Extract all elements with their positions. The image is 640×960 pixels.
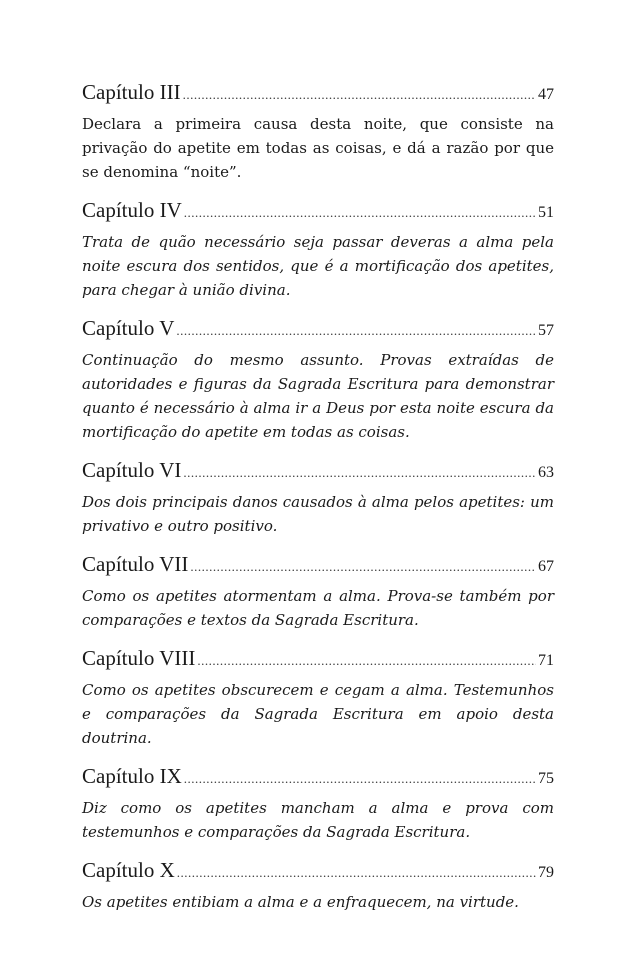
table-of-contents [82, 78, 554, 914]
dot-leader [176, 317, 536, 345]
chapter-title: Capítulo X [82, 858, 175, 882]
chapter-title: Capítulo VIII [82, 646, 196, 670]
chapter-description: Como os apetites obscurecem e cegam a alma. Testemunhos e comparações da Sagrada Escritura em apoio desta doutrina. [82, 681, 554, 747]
toc-entry [82, 550, 554, 632]
page-number: 51 [538, 204, 554, 221]
chapter-heading[interactable] [82, 78, 554, 109]
dot-leader [197, 647, 536, 675]
chapter-description: Continuação do mesmo assunto. Provas extraídas de autoridades e figuras da Sagrada Escritura para demonstrar quanto é necessário à alma ir a Deus por esta noite escura da mortificação do apetite em todas as coisas. [82, 351, 554, 441]
dot-leader [177, 859, 536, 887]
chapter-heading[interactable] [82, 456, 554, 487]
chapter-description: Trata de quão necessário seja passar deveras a alma pela noite escura dos sentidos, que é a mortificação dos apetites, para chegar à união divina. [82, 233, 554, 299]
chapter-description: Dos dois principais danos causados à alma pelos apetites: um privativo e outro positivo. [82, 493, 554, 535]
dot-leader [183, 459, 536, 487]
page-number: 67 [538, 558, 554, 575]
chapter-description: Diz como os apetites mancham a alma e prova com testemunhos e comparações da Sagrada Escritura. [82, 799, 554, 841]
toc-entry [82, 314, 554, 444]
chapter-title: Capítulo III [82, 80, 181, 104]
dot-leader [184, 199, 536, 227]
toc-entry [82, 456, 554, 538]
page-number: 71 [538, 652, 554, 669]
page-number: 63 [538, 464, 554, 481]
chapter-title: Capítulo V [82, 316, 175, 340]
chapter-description: Declara a primeira causa desta noite, que consiste na privação do apetite em todas as coisas, e dá a razão por que se denomina “noite”. [82, 115, 554, 181]
chapter-heading[interactable] [82, 644, 554, 675]
dot-leader [184, 765, 536, 793]
chapter-heading[interactable] [82, 762, 554, 793]
chapter-heading[interactable] [82, 550, 554, 581]
page-number: 57 [538, 322, 554, 339]
chapter-title: Capítulo VI [82, 458, 182, 482]
page-number: 47 [538, 86, 554, 103]
page-number: 75 [538, 770, 554, 787]
chapter-description: Os apetites entibiam a alma e a enfraquecem, na virtude. [82, 893, 519, 911]
chapter-heading[interactable] [82, 314, 554, 345]
page-number: 79 [538, 864, 554, 881]
toc-entry [82, 196, 554, 302]
dot-leader [190, 553, 536, 581]
chapter-title: Capítulo VII [82, 552, 189, 576]
toc-entry [82, 644, 554, 750]
toc-entry [82, 762, 554, 844]
dot-leader [183, 81, 536, 109]
chapter-title: Capítulo IV [82, 198, 182, 222]
chapter-heading[interactable] [82, 196, 554, 227]
chapter-title: Capítulo IX [82, 764, 182, 788]
toc-entry [82, 856, 554, 914]
chapter-description: Como os apetites atormentam a alma. Prova-se também por comparações e textos da Sagrada Escritura. [82, 587, 554, 629]
chapter-heading[interactable] [82, 856, 554, 887]
toc-entry [82, 78, 554, 184]
